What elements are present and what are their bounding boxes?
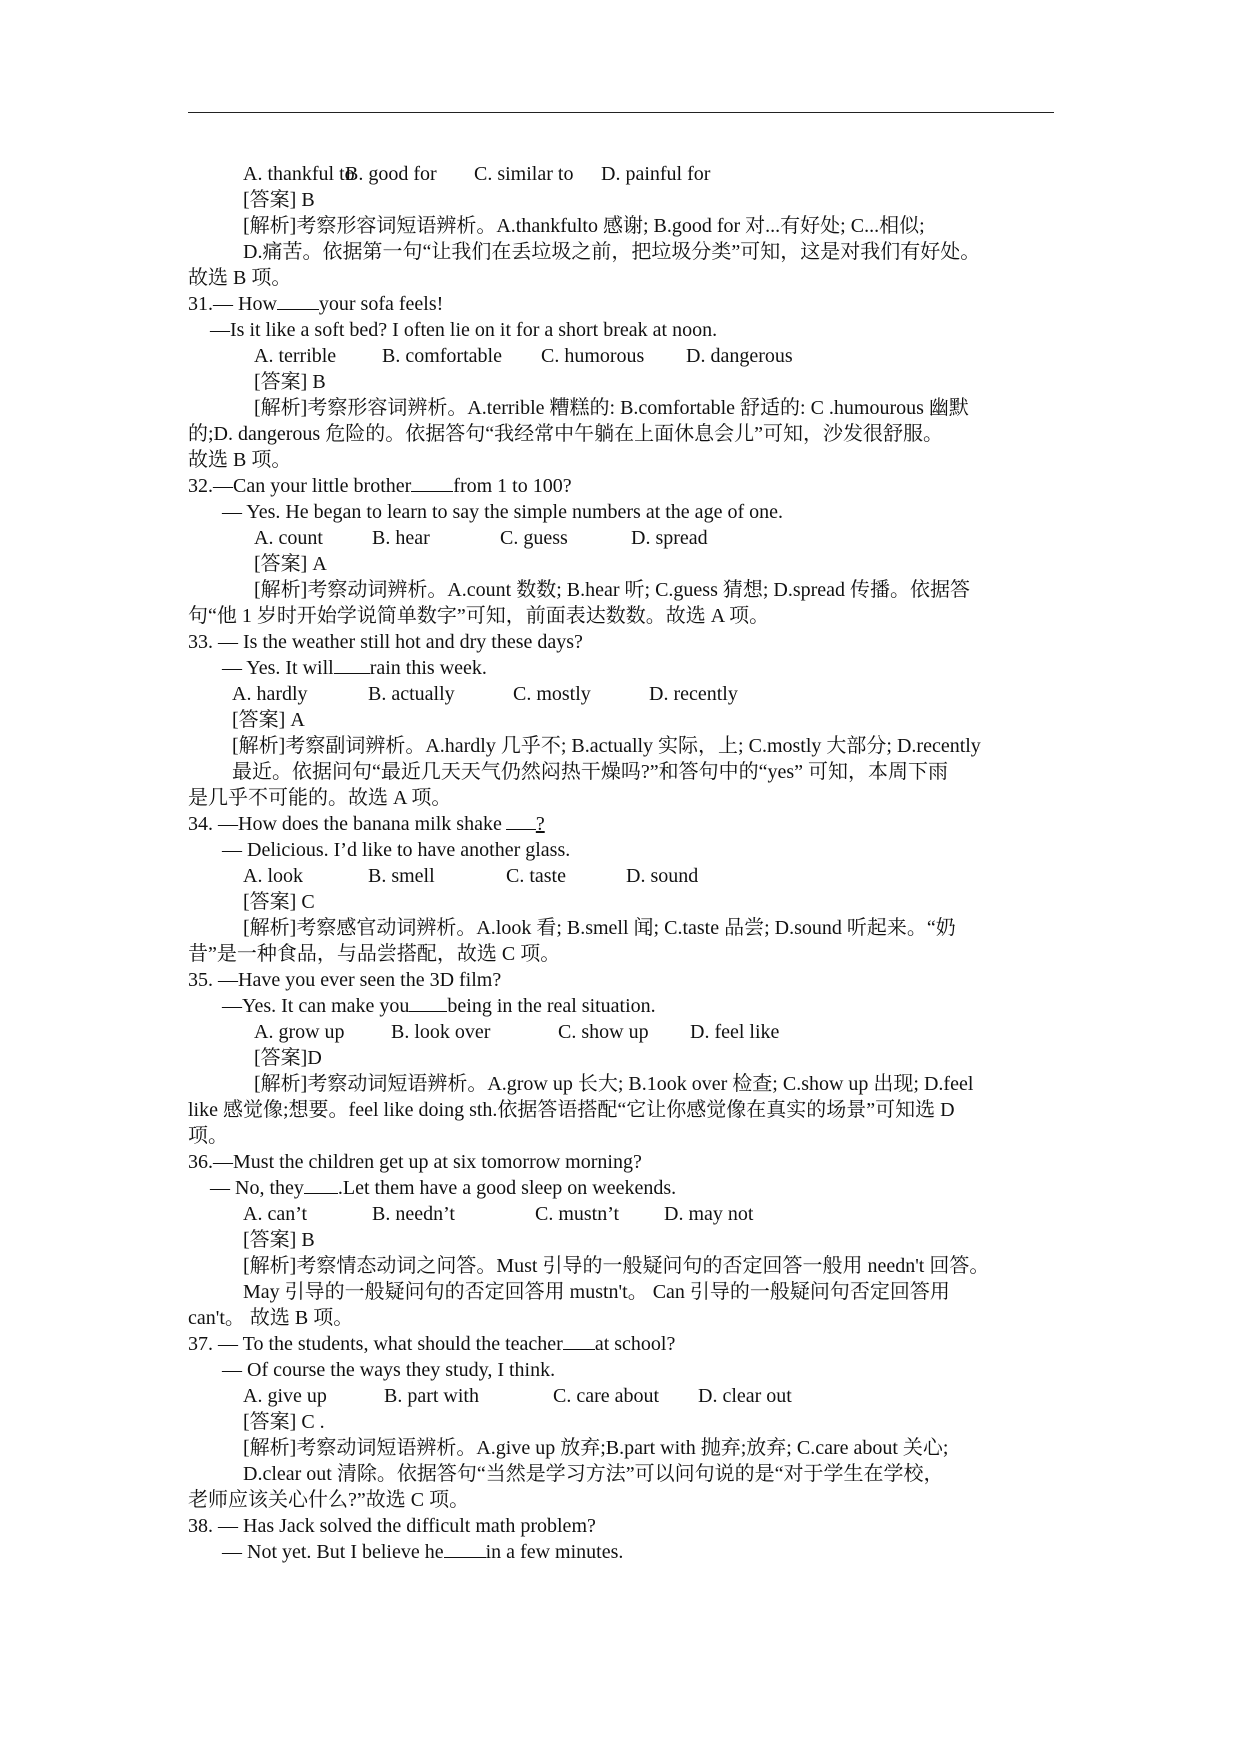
q33-reply: — Yes. It will rain this week. [222, 657, 487, 679]
q34-option-c: C. taste [506, 865, 566, 887]
q37-question: 37. — To the students, what should the teacher at school? [188, 1333, 676, 1355]
q36-analysis-line3: can't。 故选 B 项。 [188, 1307, 354, 1329]
q37-answer: [答案] C . [243, 1411, 325, 1433]
q31-option-a: A. terrible [254, 345, 337, 367]
q37-analysis-line3: 老师应该关心什么?”故选 C 项。 [188, 1489, 470, 1511]
q33-option-d: D. recently [649, 683, 738, 705]
q34-option-a: A. look [243, 865, 303, 887]
q35-option-b: B. look over [391, 1021, 491, 1043]
q33-option-b: B. actually [368, 683, 455, 705]
q36-option-a: A. can’t [243, 1203, 308, 1225]
q34-answer: [答案] C [243, 891, 315, 913]
q35-analysis-line2: like 感觉像;想要。feel like doing sth.依据答语搭配“它让你感觉像在真实的场景”可知选 D [188, 1099, 955, 1121]
q35-answer: [答案]D [254, 1047, 322, 1069]
q31-option-c: C. humorous [541, 345, 645, 367]
q33-answer: [答案] A [232, 709, 305, 731]
q34-blank [506, 811, 536, 830]
q37-option-b: B. part with [384, 1385, 479, 1407]
q32-option-c: C. guess [500, 527, 568, 549]
q35-analysis-line1: [解析]考察动词短语辨析。A.grow up 长大; B.1ook over 检查; C.show up 出现; D.feel [254, 1073, 974, 1095]
q35-options [188, 1019, 1058, 1045]
q30-option-b: B. good for [345, 163, 437, 185]
q33-analysis-line3: 是几乎不可能的。故选 A 项。 [188, 787, 452, 809]
q34-option-b: B. smell [368, 865, 435, 887]
q33-option-c: C. mostly [513, 683, 591, 705]
q35-option-c: C. show up [558, 1021, 649, 1043]
q33-analysis-line2: 最近。依据问句“最近几天天气仍然闷热干燥吗?”和答句中的“yes” 可知，本周下雨 [232, 761, 949, 783]
q35-question: 35. —Have you ever seen the 3D film? [188, 969, 502, 991]
q31-analysis-line3: 故选 B 项。 [188, 449, 292, 471]
q37-analysis-line2: D.clear out 清除。依据答句“当然是学习方法”可以问句说的是“对于学生在学校， [243, 1463, 944, 1485]
q34-reply: — Delicious. I’d like to have another glass. [222, 839, 571, 861]
q34-analysis-line1: [解析]考察感官动词辨析。A.look 看; B.smell 闻; C.taste 品尝; D.sound 听起来。“奶 [243, 917, 956, 939]
q30-answer: [答案] B [243, 189, 315, 211]
q37-options [188, 1383, 1058, 1409]
q36-reply: — No, they .Let them have a good sleep on weekends. [210, 1177, 677, 1199]
q38-blank [444, 1539, 486, 1558]
q36-analysis-line1: [解析]考察情态动词之问答。Must 引导的一般疑问句的否定回答一般用 needn't 回答。 [243, 1255, 990, 1277]
q31-analysis-line1: [解析]考察形容词辨析。A.terrible 糟糕的: B.comfortable 舒适的: C .humourous 幽默 [254, 397, 969, 419]
q30-options [188, 161, 1058, 187]
q35-blank [409, 993, 447, 1012]
q36-option-c: C. mustn’t [535, 1203, 620, 1225]
q37-reply: — Of course the ways they study, I think. [222, 1359, 556, 1381]
q36-analysis-line2: May 引导的一般疑问句的否定回答用 mustn't。 Can 引导的一般疑问句否定回答用 [243, 1281, 950, 1303]
q36-answer: [答案] B [243, 1229, 315, 1251]
q32-reply: — Yes. He began to learn to say the simple numbers at the age of one. [222, 501, 783, 523]
q36-blank [304, 1175, 338, 1194]
q37-option-c: C. care about [553, 1385, 660, 1407]
q36-option-b: B. needn’t [372, 1203, 455, 1225]
q34-question: 34. —How does the banana milk shake ? [188, 813, 545, 835]
q32-question: 32.—Can your little brother from 1 to 100? [188, 475, 572, 497]
q32-analysis-line1: [解析]考察动词辨析。A.count 数数; B.hear 听; C.guess 猜想; D.spread 传播。依据答 [254, 579, 971, 601]
q31-options [188, 343, 1058, 369]
q38-reply: — Not yet. But I believe he in a few minutes. [222, 1541, 624, 1563]
q31-option-d: D. dangerous [686, 345, 793, 367]
q36-option-d: D. may not [664, 1203, 754, 1225]
q35-option-a: A. grow up [254, 1021, 345, 1043]
q34-option-d: D. sound [626, 865, 699, 887]
q35-option-d: D. feel like [690, 1021, 780, 1043]
q32-option-d: D. spread [631, 527, 708, 549]
q35-analysis-line3: 项。 [188, 1125, 228, 1147]
q31-analysis-line2: 的;D. dangerous 危险的。依据答句“我经常中午躺在上面休息会儿”可知，沙发很舒服。 [188, 423, 943, 445]
document-body [188, 161, 1058, 1565]
q33-option-a: A. hardly [232, 683, 308, 705]
q30-option-c: C. similar to [474, 163, 574, 185]
q33-analysis-line1: [解析]考察副词辨析。A.hardly 几乎不; B.actually 实际，上; C.mostly 大部分; D.recently [232, 735, 981, 757]
q35-reply: —Yes. It can make you being in the real situation. [222, 995, 656, 1017]
q30-option-a: A. thankful to [243, 163, 355, 185]
q31-question: 31.— How your sofa feels! [188, 293, 444, 315]
q37-option-a: A. give up [243, 1385, 327, 1407]
q32-analysis-line2: 句“他 1 岁时开始学说简单数字”可知，前面表达数数。故选 A 项。 [188, 605, 770, 627]
q32-option-b: B. hear [372, 527, 430, 549]
q32-options [188, 525, 1058, 551]
q30-analysis-line1: [解析]考察形容词短语辨析。A.thankfulto 感谢; B.good for 对...有好处; C...相似; [243, 215, 925, 237]
q33-options [188, 681, 1058, 707]
q31-option-b: B. comfortable [382, 345, 502, 367]
q30-analysis-line3: 故选 B 项。 [188, 267, 292, 289]
q31-reply: —Is it like a soft bed? I often lie on it for a short break at noon. [210, 319, 718, 341]
q33-blank [334, 655, 370, 674]
q37-option-d: D. clear out [698, 1385, 792, 1407]
q30-analysis-line2: D.痛苦。依据第一句“让我们在丢垃圾之前，把垃圾分类”可知，这是对我们有好处。 [243, 241, 981, 263]
q31-answer: [答案] B [254, 371, 326, 393]
q30-option-d: D. painful for [601, 163, 711, 185]
q34-analysis-line2: 昔”是一种食品，与品尝搭配，故选 C 项。 [188, 943, 561, 965]
q36-options [188, 1201, 1058, 1227]
q31-blank [277, 291, 319, 310]
q32-answer: [答案] A [254, 553, 327, 575]
q33-question: 33. — Is the weather still hot and dry these days? [188, 631, 583, 653]
q37-analysis-line1: [解析]考察动词短语辨析。A.give up 放弃;B.part with 抛弃;放弃; C.care about 关心; [243, 1437, 949, 1459]
q34-options [188, 863, 1058, 889]
q32-option-a: A. count [254, 527, 323, 549]
header-rule [188, 112, 1054, 113]
q32-blank [411, 473, 453, 492]
q38-question: 38. — Has Jack solved the difficult math problem? [188, 1515, 596, 1537]
q36-question: 36.—Must the children get up at six tomorrow morning? [188, 1151, 642, 1173]
q37-blank [563, 1331, 595, 1350]
